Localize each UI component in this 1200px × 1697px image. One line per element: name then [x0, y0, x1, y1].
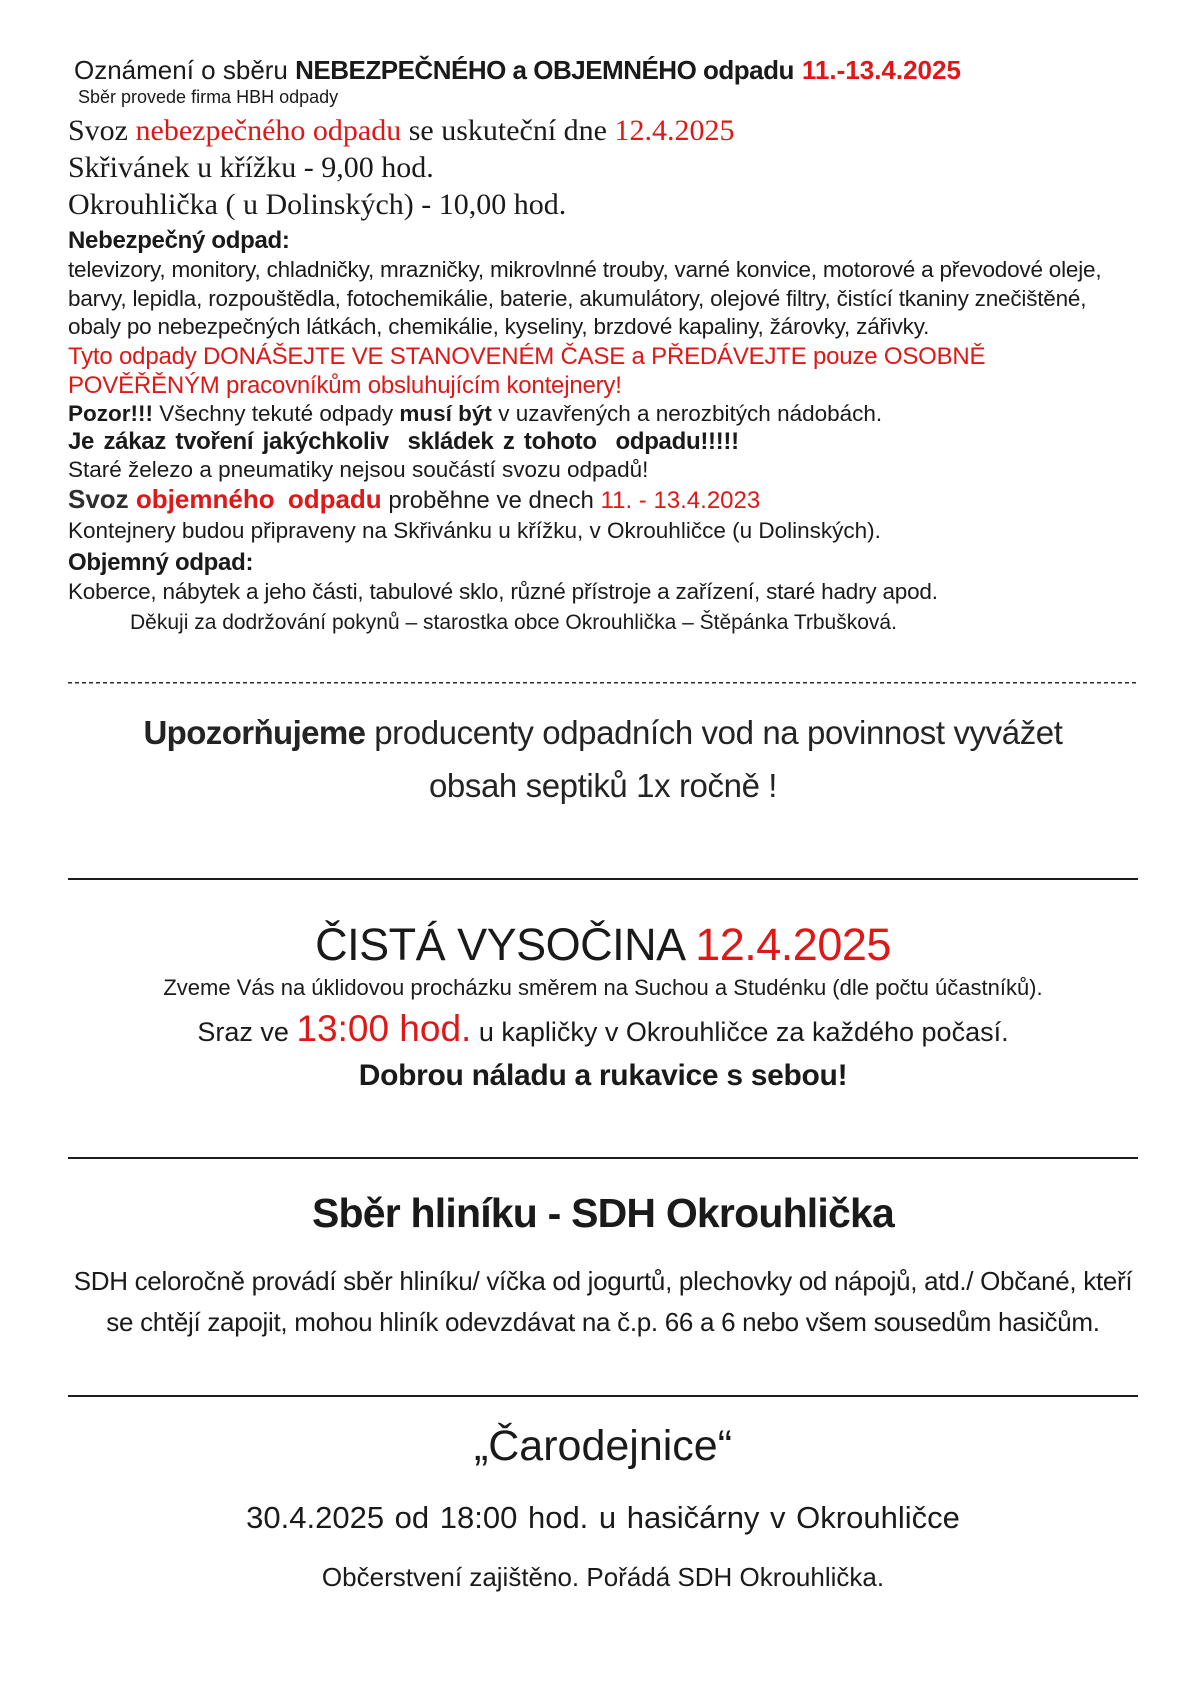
section-aluminium — [68, 1189, 1138, 1343]
handover-warning: Tyto odpady DONÁŠEJTE VE STANOVENÉM ČASE a PŘEDÁVEJTE pouze OSOBNĚ POVĚŘĚNÝM pracovníkům obsluhujícím kontejnery! — [68, 342, 986, 399]
septic-line-2: obsah septiků 1x ročně ! — [428, 767, 778, 804]
carodejnice-title: „Čarodejnice“ — [473, 1422, 733, 1470]
carodejnice-datetime: 30.4.2025 od 18:00 hod. u hasičárny v Okrouhličce — [246, 1500, 960, 1535]
septic-text: producenty odpadních vod na povinnost vyvážet — [365, 714, 1063, 751]
vysocina-title-line — [68, 920, 1138, 970]
bulky-collection-line — [68, 483, 1138, 517]
vysocina-meet-prefix: Sraz ve — [197, 1017, 297, 1047]
bulky-waste-list: Koberce, nábytek a jeho části, tabulové sklo, různé přístroje a zařízení, staré hadry apod. — [68, 578, 938, 604]
hazard-collection-middle: se uskuteční dne — [401, 114, 615, 147]
carodejnice-refreshments: Občerstvení zajištěno. Pořádá SDH Okrouhlička. — [321, 1562, 885, 1592]
location-skrivanek: Skřivánek u křížku - 9,00 hod. — [68, 151, 434, 184]
section-septic-notice — [68, 706, 1138, 812]
solid-divider-1 — [68, 878, 1138, 880]
vysocina-meet-line — [68, 1008, 1138, 1053]
vysocina-title: ČISTÁ VYSOČINA — [315, 919, 696, 970]
landfill-ban-line: Je zákaz tvoření jakýchkoliv skládek z tohoto odpadu!!!!! — [68, 427, 739, 455]
notice-title-date: 11.-13.4.2025 — [801, 55, 961, 85]
notice-title-emphasis: NEBEZPEČNÉHO a OBJEMNÉHO odpadu — [295, 55, 794, 85]
pozor-line — [68, 400, 1138, 428]
hazard-collection-line — [68, 112, 1138, 149]
hazard-collection-prefix: Svoz — [68, 114, 136, 147]
vysocina-meet-place: u kapličky v Okrouhličce za každého počasí. — [471, 1017, 1009, 1047]
notice-subtitle: Sběr provede firma HBH odpady — [78, 87, 339, 107]
bulky-collection-type: objemného odpadu — [135, 483, 382, 514]
pozor-text-1: Všechny tekuté odpady — [152, 400, 400, 426]
solid-divider-3 — [68, 1395, 1138, 1397]
hazard-waste-list: televizory, monitory, chladničky, mrazničky, mikrovlnné trouby, varné konvice, motorové a převodové oleje, barvy, lepidla, rozpouštědla, fotochemikálie, baterie, akumulátory, olejové filtry, čistící tkaniny znečištěné, obaly po nebezpečných látkách, chemikálie, kyseliny, brzdové kapaliny, žárovky, zářivky. — [68, 257, 1102, 339]
vysocina-meet-time: 13:00 hod. — [296, 1008, 472, 1049]
bulky-collection-prefix: Svoz — [68, 483, 136, 514]
bulky-waste-heading: Objemný odpad: — [68, 548, 254, 576]
dashed-divider — [68, 682, 1138, 684]
bulky-collection-date: 11. - 13.4.2023 — [600, 486, 761, 514]
containers-note: Kontejnery budou připraveny na Skřivánku u křížku, v Okrouhličce (u Dolinských). — [68, 517, 881, 543]
hazard-collection-type: nebezpečného odpadu — [135, 114, 402, 147]
section-carodejnice — [68, 1421, 1138, 1593]
scrap-iron-note: Staré železo a pneumatiky nejsou součástí svozu odpadů! — [68, 456, 649, 482]
vysocina-mood-line: Dobrou náladu a rukavice s sebou! — [358, 1059, 848, 1092]
hazard-collection-date: 12.4.2025 — [614, 114, 735, 147]
aluminium-title: Sběr hliníku - SDH Okrouhlička — [311, 1190, 894, 1236]
septic-emphasis: Upozorňujeme — [143, 714, 366, 751]
section-cista-vysocina — [68, 920, 1138, 1093]
notice-title — [68, 54, 1138, 86]
notice-title-prefix: Oznámení o sběru — [74, 55, 296, 85]
solid-divider-2 — [68, 1157, 1138, 1159]
bulky-collection-middle: proběhne ve dnech — [381, 486, 601, 514]
septic-line-1 — [68, 706, 1138, 759]
location-okrouhlicka: Okrouhlička ( u Dolinských) - 10,00 hod. — [68, 188, 567, 221]
mayor-thanks: Děkuji za dodržování pokynů – starostka obce Okrouhlička – Štěpánka Trbušková. — [130, 611, 897, 634]
hazard-waste-heading: Nebezpečný odpad: — [68, 227, 290, 254]
pozor-word: Pozor!!! — [68, 400, 153, 426]
pozor-text-2: v uzavřených a nerozbitých nádobách. — [491, 400, 883, 426]
aluminium-body: SDH celoročně provádí sběr hliníku/ víčka od jogurtů, plechovky od nápojů, atd./ Občané, kteří se chtějí zapojit, mohou hliník odevzdávat na č.p. 66 a 6 nebo všem sousedům hasičům. — [73, 1266, 1133, 1337]
vysocina-date: 12.4.2025 — [695, 919, 891, 970]
vysocina-invite: Zveme Vás na úklidovou procházku směrem na Suchou a Studénku (dle počtu účastníků). — [163, 975, 1043, 1000]
section-waste-notice — [68, 54, 1138, 636]
pozor-must-be: musí být — [399, 400, 492, 426]
